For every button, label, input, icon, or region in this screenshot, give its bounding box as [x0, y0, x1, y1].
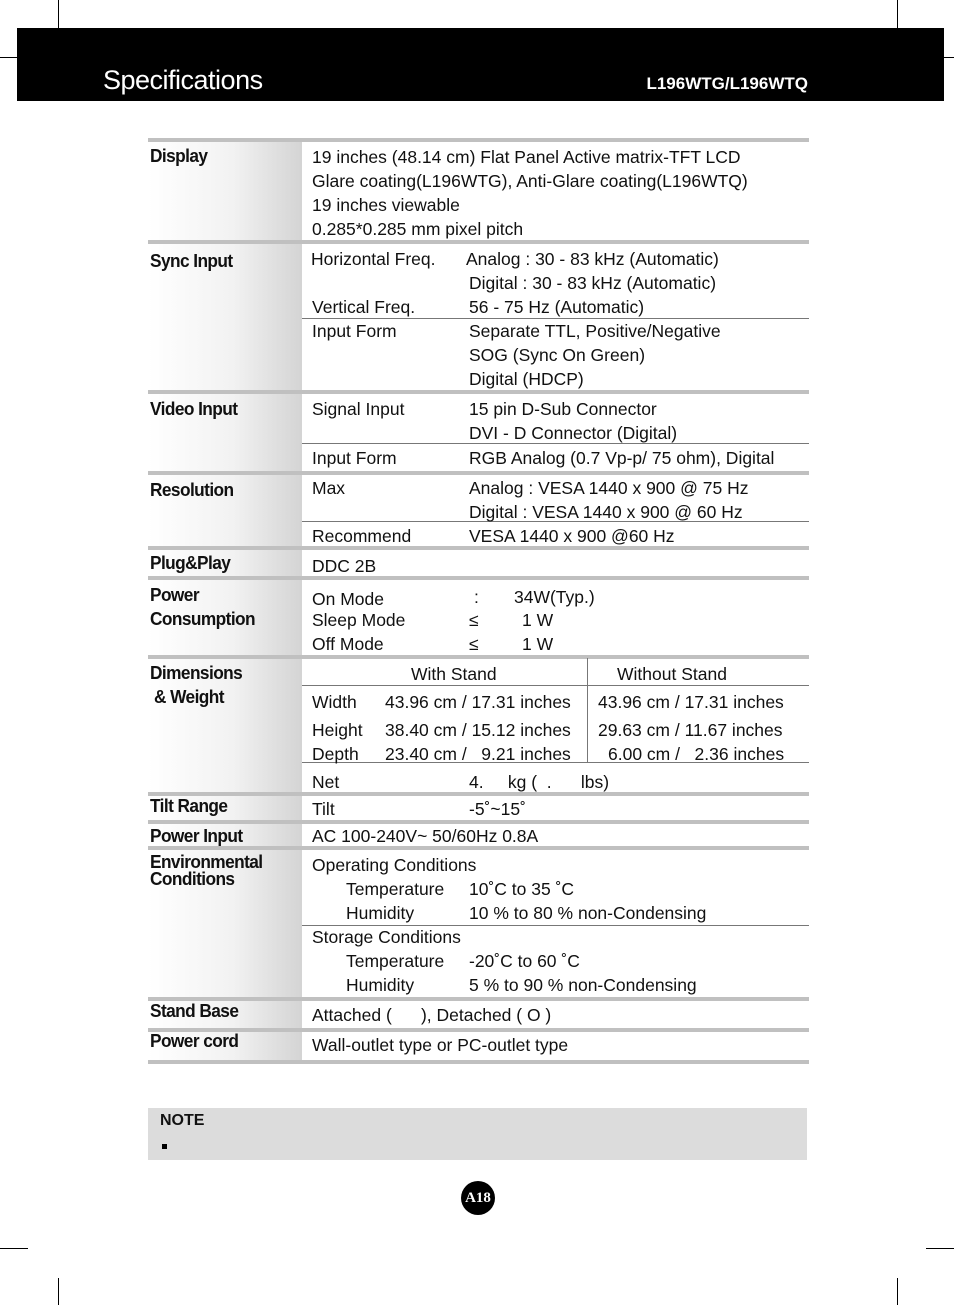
- on-mode-value: 34W(Typ.): [514, 587, 595, 607]
- note-box: [148, 1108, 807, 1160]
- crop-mark: [897, 0, 898, 28]
- st-humidity-label: Humidity: [346, 975, 415, 995]
- divider: [148, 576, 809, 580]
- op-temperature-value: 10˚C to 35 ˚C: [469, 879, 575, 899]
- divider: [148, 997, 809, 1001]
- input-form-value: Digital (HDCP): [469, 369, 584, 389]
- op-humidity-value: 10 % to 80 % non-Condensing: [469, 903, 707, 923]
- bullet-icon: [162, 1144, 167, 1149]
- label-tilt-range: Tilt Range: [150, 796, 228, 816]
- height-without-stand: 29.63 cm / 11.67 inches: [598, 720, 783, 740]
- divider: [148, 1060, 809, 1064]
- video-input-form-value: RGB Analog (0.7 Vp-p/ 75 ohm), Digital: [469, 448, 775, 468]
- model-name: L196WTG/L196WTQ: [646, 74, 808, 93]
- label-weight: & Weight: [154, 687, 224, 707]
- height-with-stand: 38.40 cm / 15.12 inches: [385, 720, 571, 740]
- display-line: 19 inches (48.14 cm) Flat Panel Active matrix-TFT LCD: [312, 147, 741, 167]
- max-digital: Digital : VESA 1440 x 900 @ 60 Hz: [469, 502, 743, 522]
- stand-base-value: Attached ( ), Detached ( O ): [312, 1005, 552, 1025]
- max-label: Max: [312, 478, 346, 498]
- h-freq-label: Horizontal Freq.: [311, 249, 436, 269]
- off-mode-label: Off Mode: [312, 634, 384, 654]
- label-sync-input: Sync Input: [150, 251, 233, 271]
- display-line: 0.285*0.285 mm pixel pitch: [312, 219, 524, 239]
- page-number: A18: [461, 1181, 495, 1215]
- signal-input-value: DVI - D Connector (Digital): [469, 423, 678, 443]
- column-divider: [587, 658, 588, 762]
- st-humidity-value: 5 % to 90 % non-Condensing: [469, 975, 697, 995]
- st-temperature-value: -20˚C to 60 ˚C: [469, 951, 580, 971]
- op-humidity-label: Humidity: [346, 903, 415, 923]
- operating-conditions: Operating Conditions: [312, 855, 477, 875]
- power-input-value: AC 100-240V~ 50/60Hz 0.8A: [312, 826, 539, 846]
- crop-mark: [926, 1248, 954, 1249]
- page-header: [17, 28, 944, 101]
- tilt-label: Tilt: [312, 799, 335, 819]
- signal-input-label: Signal Input: [312, 399, 405, 419]
- rule: [302, 685, 809, 686]
- crop-mark: [58, 0, 59, 28]
- storage-conditions: Storage Conditions: [312, 927, 461, 947]
- v-freq-label: Vertical Freq.: [312, 297, 416, 317]
- label-conditions: Conditions: [150, 869, 235, 889]
- crop-mark: [0, 57, 17, 58]
- width-label: Width: [312, 692, 357, 712]
- label-display: Display: [150, 146, 208, 166]
- off-mode-value: 1 W: [522, 634, 554, 654]
- v-freq-value: 56 - 75 Hz (Automatic): [469, 297, 645, 317]
- label-dimensions: Dimensions: [150, 663, 243, 683]
- plug-play-value: DDC 2B: [312, 556, 377, 576]
- on-mode-label: On Mode: [312, 589, 384, 609]
- video-input-form-label: Input Form: [312, 448, 397, 468]
- label-power-input: Power Input: [150, 826, 243, 846]
- label-power: Power: [150, 585, 199, 605]
- note-title: NOTE: [160, 1112, 205, 1129]
- max-analog: Analog : VESA 1440 x 900 @ 75 Hz: [469, 478, 749, 498]
- h-freq-analog: Analog : 30 - 83 kHz (Automatic): [466, 249, 719, 269]
- sleep-mode-label: Sleep Mode: [312, 610, 406, 630]
- without-stand-header: Without Stand: [617, 664, 727, 684]
- label-power-cord: Power cord: [150, 1031, 239, 1051]
- page-title: Specifications: [103, 65, 263, 95]
- label-resolution: Resolution: [150, 480, 234, 500]
- input-form-label: Input Form: [312, 321, 397, 341]
- off-mode-symbol: ≤: [469, 634, 479, 654]
- label-stand-base: Stand Base: [150, 1001, 239, 1021]
- crop-mark: [897, 1278, 898, 1305]
- tilt-value: -5˚~15˚: [469, 799, 526, 819]
- signal-input-value: 15 pin D-Sub Connector: [469, 399, 657, 419]
- on-mode-symbol: :: [474, 587, 479, 607]
- recommend-value: VESA 1440 x 900 @60 Hz: [469, 526, 675, 546]
- depth-without-stand: 6.00 cm / 2.36 inches: [608, 744, 785, 764]
- label-plug-play: Plug&Play: [150, 553, 231, 573]
- display-line: Glare coating(L196WTG), Anti-Glare coating(L196WTQ): [312, 171, 748, 191]
- sleep-mode-value: 1 W: [522, 610, 554, 630]
- spec-table: [148, 138, 809, 1064]
- width-with-stand: 43.96 cm / 17.31 inches: [385, 692, 571, 712]
- input-form-value: SOG (Sync On Green): [469, 345, 646, 365]
- net-label: Net: [312, 772, 340, 792]
- with-stand-header: With Stand: [411, 664, 497, 684]
- label-consumption: Consumption: [150, 609, 256, 629]
- divider: [148, 1028, 809, 1032]
- divider: [148, 471, 809, 475]
- crop-mark: [58, 1278, 59, 1305]
- divider: [148, 138, 809, 142]
- width-without-stand: 43.96 cm / 17.31 inches: [598, 692, 784, 712]
- h-freq-digital: Digital : 30 - 83 kHz (Automatic): [469, 273, 717, 293]
- crop-mark: [0, 1248, 28, 1249]
- label-video-input: Video Input: [150, 399, 238, 419]
- recommend-label: Recommend: [312, 526, 412, 546]
- input-form-value: Separate TTL, Positive/Negative: [469, 321, 721, 341]
- net-value: 4. kg ( . lbs): [469, 772, 610, 792]
- depth-label: Depth: [312, 744, 359, 764]
- sleep-mode-symbol: ≤: [469, 610, 479, 630]
- height-label: Height: [312, 720, 363, 740]
- label-environmental: Environmental: [150, 852, 263, 872]
- display-line: 19 inches viewable: [312, 195, 460, 215]
- depth-with-stand: 23.40 cm / 9.21 inches: [385, 744, 571, 764]
- power-cord-value: Wall-outlet type or PC-outlet type: [312, 1035, 569, 1055]
- st-temperature-label: Temperature: [346, 951, 445, 971]
- op-temperature-label: Temperature: [346, 879, 445, 899]
